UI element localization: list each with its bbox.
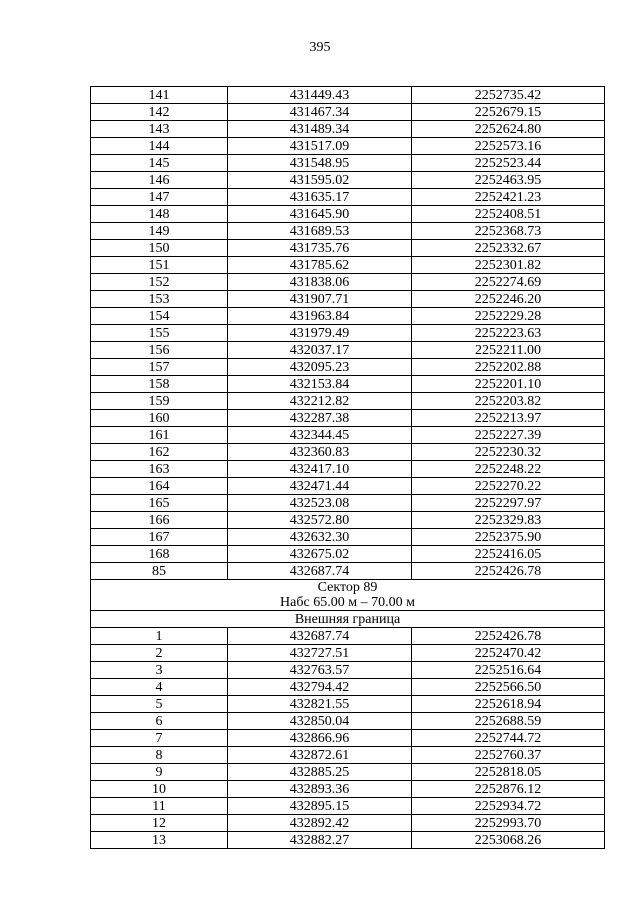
- table-row: [91, 121, 605, 138]
- coordinate-x: 431963.84: [228, 308, 412, 325]
- coordinate-y: 2252201.10: [412, 376, 605, 393]
- point-number: 11: [91, 798, 228, 815]
- coordinate-x: 431595.02: [228, 172, 412, 189]
- table-row: [91, 563, 605, 580]
- coordinate-y: 2252248.22: [412, 461, 605, 478]
- table-row: [91, 410, 605, 427]
- point-number: 168: [91, 546, 228, 563]
- point-number: 164: [91, 478, 228, 495]
- point-number: 13: [91, 832, 228, 849]
- table-row: [91, 815, 605, 832]
- coordinate-y: 2252274.69: [412, 274, 605, 291]
- coordinate-y: 2252329.83: [412, 512, 605, 529]
- sector-title: Сектор 89: [317, 580, 378, 595]
- coordinate-x: 432632.30: [228, 529, 412, 546]
- coordinate-y: 2252230.32: [412, 444, 605, 461]
- table-row: [91, 172, 605, 189]
- coordinates-table-part1: [91, 87, 605, 580]
- table-row: [91, 696, 605, 713]
- coordinate-y: 2252426.78: [412, 628, 605, 645]
- coordinate-x: 431735.76: [228, 240, 412, 257]
- coordinate-y: 2252744.72: [412, 730, 605, 747]
- table-row: [91, 206, 605, 223]
- point-number: 166: [91, 512, 228, 529]
- coordinate-x: 432687.74: [228, 563, 412, 580]
- point-number: 165: [91, 495, 228, 512]
- table-row: [91, 529, 605, 546]
- table-row: [91, 87, 605, 104]
- table-row: [91, 781, 605, 798]
- table-row: [91, 189, 605, 206]
- point-number: 151: [91, 257, 228, 274]
- point-number: 7: [91, 730, 228, 747]
- coordinate-x: 432344.45: [228, 427, 412, 444]
- coordinate-y: 2252426.78: [412, 563, 605, 580]
- table-row: [91, 798, 605, 815]
- point-number: 12: [91, 815, 228, 832]
- coordinate-x: 431449.43: [228, 87, 412, 104]
- coordinate-x: 432892.42: [228, 815, 412, 832]
- coordinate-y: 2252202.88: [412, 359, 605, 376]
- table-row: [91, 308, 605, 325]
- coordinate-y: 2252993.70: [412, 815, 605, 832]
- coordinate-x: 431907.71: [228, 291, 412, 308]
- point-number: 153: [91, 291, 228, 308]
- table-row: [91, 274, 605, 291]
- sector-title-row: [91, 580, 605, 611]
- coordinate-y: 2252227.39: [412, 427, 605, 444]
- coordinate-y: 2252416.05: [412, 546, 605, 563]
- coordinate-x: 432360.83: [228, 444, 412, 461]
- table-row: [91, 764, 605, 781]
- point-number: 160: [91, 410, 228, 427]
- coordinate-y: 2252679.15: [412, 104, 605, 121]
- point-number: 144: [91, 138, 228, 155]
- coordinate-y: 2252270.22: [412, 478, 605, 495]
- coordinate-y: 2252876.12: [412, 781, 605, 798]
- coordinate-x: 431635.17: [228, 189, 412, 206]
- coordinate-y: 2252368.73: [412, 223, 605, 240]
- table-row: [91, 478, 605, 495]
- coordinate-x: 432417.10: [228, 461, 412, 478]
- sector-header: [91, 580, 605, 628]
- table-row: [91, 730, 605, 747]
- point-number: 142: [91, 104, 228, 121]
- coordinate-y: 2252463.95: [412, 172, 605, 189]
- point-number: 148: [91, 206, 228, 223]
- table-row: [91, 444, 605, 461]
- point-number: 152: [91, 274, 228, 291]
- coordinate-x: 432885.25: [228, 764, 412, 781]
- coordinate-x: 432727.51: [228, 645, 412, 662]
- table-row: [91, 747, 605, 764]
- coordinate-y: 2252229.28: [412, 308, 605, 325]
- coordinate-y: 2252301.82: [412, 257, 605, 274]
- coordinate-x: 432882.27: [228, 832, 412, 849]
- coordinate-y: 2252297.97: [412, 495, 605, 512]
- coordinate-x: 432821.55: [228, 696, 412, 713]
- coordinate-x: 431489.34: [228, 121, 412, 138]
- point-number: 85: [91, 563, 228, 580]
- point-number: 3: [91, 662, 228, 679]
- table-row: [91, 427, 605, 444]
- point-number: 163: [91, 461, 228, 478]
- coordinate-y: 2252421.23: [412, 189, 605, 206]
- coordinate-x: 431785.62: [228, 257, 412, 274]
- coordinate-x: 432872.61: [228, 747, 412, 764]
- boundary-label-row: [91, 611, 605, 628]
- boundary-label: Внешняя граница: [91, 611, 605, 628]
- coordinate-y: 2252516.64: [412, 662, 605, 679]
- point-number: 9: [91, 764, 228, 781]
- coordinate-x: 432287.38: [228, 410, 412, 427]
- coordinate-x: 432037.17: [228, 342, 412, 359]
- coordinate-y: 2252203.82: [412, 393, 605, 410]
- coordinate-x: 432866.96: [228, 730, 412, 747]
- table-row: [91, 628, 605, 645]
- point-number: 159: [91, 393, 228, 410]
- table-row: [91, 257, 605, 274]
- point-number: 146: [91, 172, 228, 189]
- coordinate-x: 432523.08: [228, 495, 412, 512]
- coordinate-y: 2252934.72: [412, 798, 605, 815]
- coordinate-y: 2252624.80: [412, 121, 605, 138]
- coordinate-y: 2252223.63: [412, 325, 605, 342]
- table-row: [91, 342, 605, 359]
- point-number: 5: [91, 696, 228, 713]
- coordinate-y: 2252375.90: [412, 529, 605, 546]
- coordinate-x: 432471.44: [228, 478, 412, 495]
- point-number: 156: [91, 342, 228, 359]
- coordinates-table: [90, 86, 605, 849]
- coordinate-x: 432794.42: [228, 679, 412, 696]
- coordinates-table-part2: [91, 628, 605, 849]
- coordinate-x: 432212.82: [228, 393, 412, 410]
- point-number: 10: [91, 781, 228, 798]
- point-number: 4: [91, 679, 228, 696]
- table-row: [91, 376, 605, 393]
- point-number: 8: [91, 747, 228, 764]
- coordinate-x: 432675.02: [228, 546, 412, 563]
- point-number: 1: [91, 628, 228, 645]
- coordinate-x: 432572.80: [228, 512, 412, 529]
- point-number: 147: [91, 189, 228, 206]
- coordinate-y: 2252760.37: [412, 747, 605, 764]
- sector-range: Набс 65.00 м – 70.00 м: [280, 595, 415, 610]
- point-number: 141: [91, 87, 228, 104]
- point-number: 155: [91, 325, 228, 342]
- table-row: [91, 291, 605, 308]
- table-row: [91, 393, 605, 410]
- coordinate-x: 432763.57: [228, 662, 412, 679]
- table-row: [91, 495, 605, 512]
- coordinate-y: 2252735.42: [412, 87, 605, 104]
- coordinate-x: 431838.06: [228, 274, 412, 291]
- coordinate-x: 432687.74: [228, 628, 412, 645]
- table-row: [91, 461, 605, 478]
- table-row: [91, 240, 605, 257]
- table-row: [91, 512, 605, 529]
- coordinate-x: 431548.95: [228, 155, 412, 172]
- table-row: [91, 325, 605, 342]
- table-row: [91, 359, 605, 376]
- table-row: [91, 138, 605, 155]
- table-row: [91, 832, 605, 849]
- coordinate-x: 432153.84: [228, 376, 412, 393]
- point-number: 167: [91, 529, 228, 546]
- point-number: 157: [91, 359, 228, 376]
- table-row: [91, 155, 605, 172]
- point-number: 2: [91, 645, 228, 662]
- coordinate-y: 2253068.26: [412, 832, 605, 849]
- point-number: 6: [91, 713, 228, 730]
- coordinate-x: 431979.49: [228, 325, 412, 342]
- point-number: 162: [91, 444, 228, 461]
- coordinate-y: 2252618.94: [412, 696, 605, 713]
- point-number: 145: [91, 155, 228, 172]
- coordinate-y: 2252523.44: [412, 155, 605, 172]
- coordinate-y: 2252818.05: [412, 764, 605, 781]
- coordinate-y: 2252332.67: [412, 240, 605, 257]
- point-number: 154: [91, 308, 228, 325]
- coordinate-x: 432095.23: [228, 359, 412, 376]
- coordinate-y: 2252246.20: [412, 291, 605, 308]
- point-number: 149: [91, 223, 228, 240]
- point-number: 143: [91, 121, 228, 138]
- coordinate-x: 432895.15: [228, 798, 412, 815]
- coordinate-x: 431689.53: [228, 223, 412, 240]
- table-row: [91, 104, 605, 121]
- point-number: 161: [91, 427, 228, 444]
- coordinate-y: 2252211.00: [412, 342, 605, 359]
- coordinate-x: 431517.09: [228, 138, 412, 155]
- coordinate-y: 2252566.50: [412, 679, 605, 696]
- point-number: 158: [91, 376, 228, 393]
- table-row: [91, 223, 605, 240]
- coordinate-y: 2252470.42: [412, 645, 605, 662]
- point-number: 150: [91, 240, 228, 257]
- table-row: [91, 645, 605, 662]
- table-row: [91, 679, 605, 696]
- table-row: [91, 713, 605, 730]
- coordinate-x: 432850.04: [228, 713, 412, 730]
- coordinate-y: 2252213.97: [412, 410, 605, 427]
- coordinate-y: 2252688.59: [412, 713, 605, 730]
- coordinate-x: 431467.34: [228, 104, 412, 121]
- page-number: 395: [309, 40, 331, 55]
- table-row: [91, 546, 605, 563]
- coordinate-x: 432893.36: [228, 781, 412, 798]
- coordinate-y: 2252408.51: [412, 206, 605, 223]
- coordinate-x: 431645.90: [228, 206, 412, 223]
- coordinate-y: 2252573.16: [412, 138, 605, 155]
- table-row: [91, 662, 605, 679]
